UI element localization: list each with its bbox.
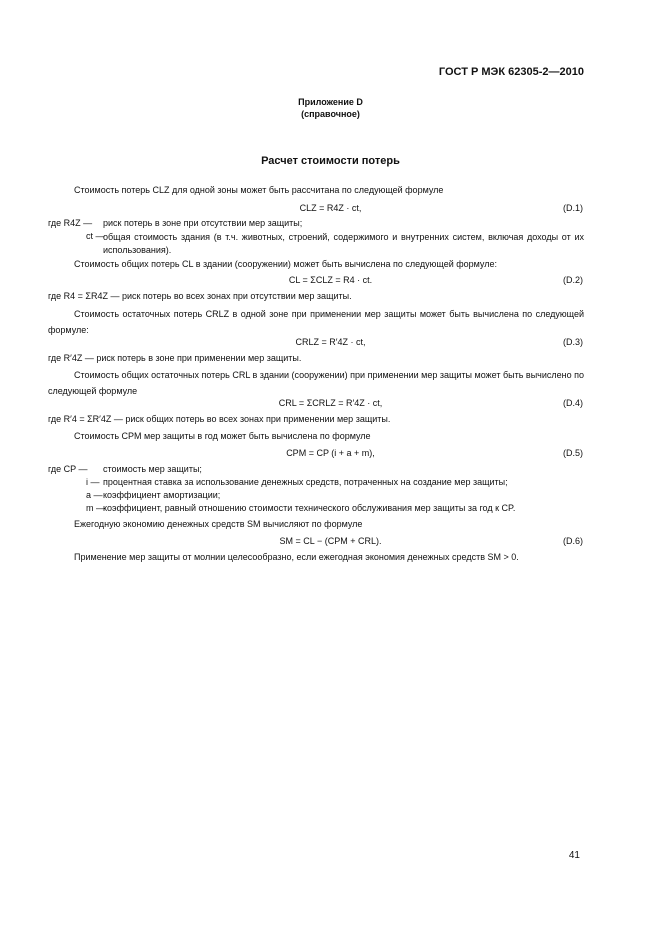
where-d5-symbol-4: m — xyxy=(86,503,105,513)
where-d1-text-2: общая стоимость здания (в т.ч. животных, строений, содержимого и внутренних систем, включая доходы от их использования). xyxy=(103,232,584,255)
paragraph-7: Применение мер защиты от молнии целесообразно, если ежегодная экономия денежных средств SM > 0. xyxy=(74,552,519,562)
equation-number-d5: (D.5) xyxy=(563,448,583,458)
formula-d5: CPM = CP (i + a + m), xyxy=(286,448,375,458)
where-d1-symbol-2: ct — xyxy=(86,231,105,241)
appendix-note: (справочное) xyxy=(301,109,360,119)
standard-header: ГОСТ Р МЭК 62305-2—2010 xyxy=(438,66,584,78)
where-d5-text-1: стоимость мер защиты; xyxy=(103,464,202,474)
formula-d6: SM = CL − (CPM + CRL). xyxy=(279,536,382,546)
paragraph-6: Ежегодную экономию денежных средств SM вычисляют по формуле xyxy=(74,519,363,529)
formula-d1: CLZ = R4Z · ct, xyxy=(299,203,362,213)
where-d5-text-2: процентная ставка за использование денежных средств, потраченных на создание мер защиты; xyxy=(103,477,508,487)
paragraph-4: Стоимость общих остаточных потерь CRL в здании (сооружении) при применении мер защиты может быть вычислено по следующей формуле xyxy=(48,370,584,396)
formula-d2: CL = ΣCLZ = R4 · ct. xyxy=(288,275,373,285)
where-d2: где R4 = ΣR4Z — риск потерь во всех зонах при отсутствии мер защиты. xyxy=(48,291,352,301)
where-d5-text-3: коэффициент амортизации; xyxy=(103,490,221,500)
where-d5-symbol-2: i — xyxy=(86,477,100,487)
appendix-title: Приложение D xyxy=(298,97,363,107)
where-d1-symbol-1: где R4Z — xyxy=(48,218,93,228)
page-number: 41 xyxy=(568,850,580,861)
equation-number-d2: (D.2) xyxy=(563,275,583,285)
where-d5-text-4: коэффициент, равный отношению стоимости технического обслуживания мер защиты за год к CP. xyxy=(103,503,516,513)
equation-number-d4: (D.4) xyxy=(563,398,583,408)
where-d4: где R′4 = ΣR′4Z — риск общих потерь во всех зонах при применении мер защиты. xyxy=(48,414,391,424)
equation-number-d1: (D.1) xyxy=(563,203,583,213)
where-d1-text-1: риск потерь в зоне при отсутствии мер защиты; xyxy=(103,218,303,228)
where-d3: где R′4Z — риск потерь в зоне при применении мер защиты. xyxy=(48,353,302,363)
paragraph-3: Стоимость остаточных потерь CRLZ в одной зоне при применении мер защиты может быть вычислена по следующей формуле: xyxy=(48,309,584,335)
where-d5-symbol-1: где CP — xyxy=(48,464,88,474)
formula-d4: CRL = ΣCRLZ = R′4Z · ct, xyxy=(278,398,383,408)
where-d5-symbol-3: a — xyxy=(86,490,103,500)
paragraph-5: Стоимость CPM мер защиты в год может быть вычислена по формуле xyxy=(74,431,371,441)
equation-number-d6: (D.6) xyxy=(563,536,583,546)
formula-d3: CRLZ = R′4Z · ct, xyxy=(295,337,366,347)
paragraph-2: Стоимость общих потерь CL в здании (сооружении) может быть вычислена по следующей формуле: xyxy=(74,259,497,269)
equation-number-d3: (D.3) xyxy=(563,337,583,347)
paragraph-1: Стоимость потерь CLZ для одной зоны может быть рассчитана по следующей формуле xyxy=(74,185,444,195)
section-title: Расчет стоимости потерь xyxy=(261,155,400,167)
